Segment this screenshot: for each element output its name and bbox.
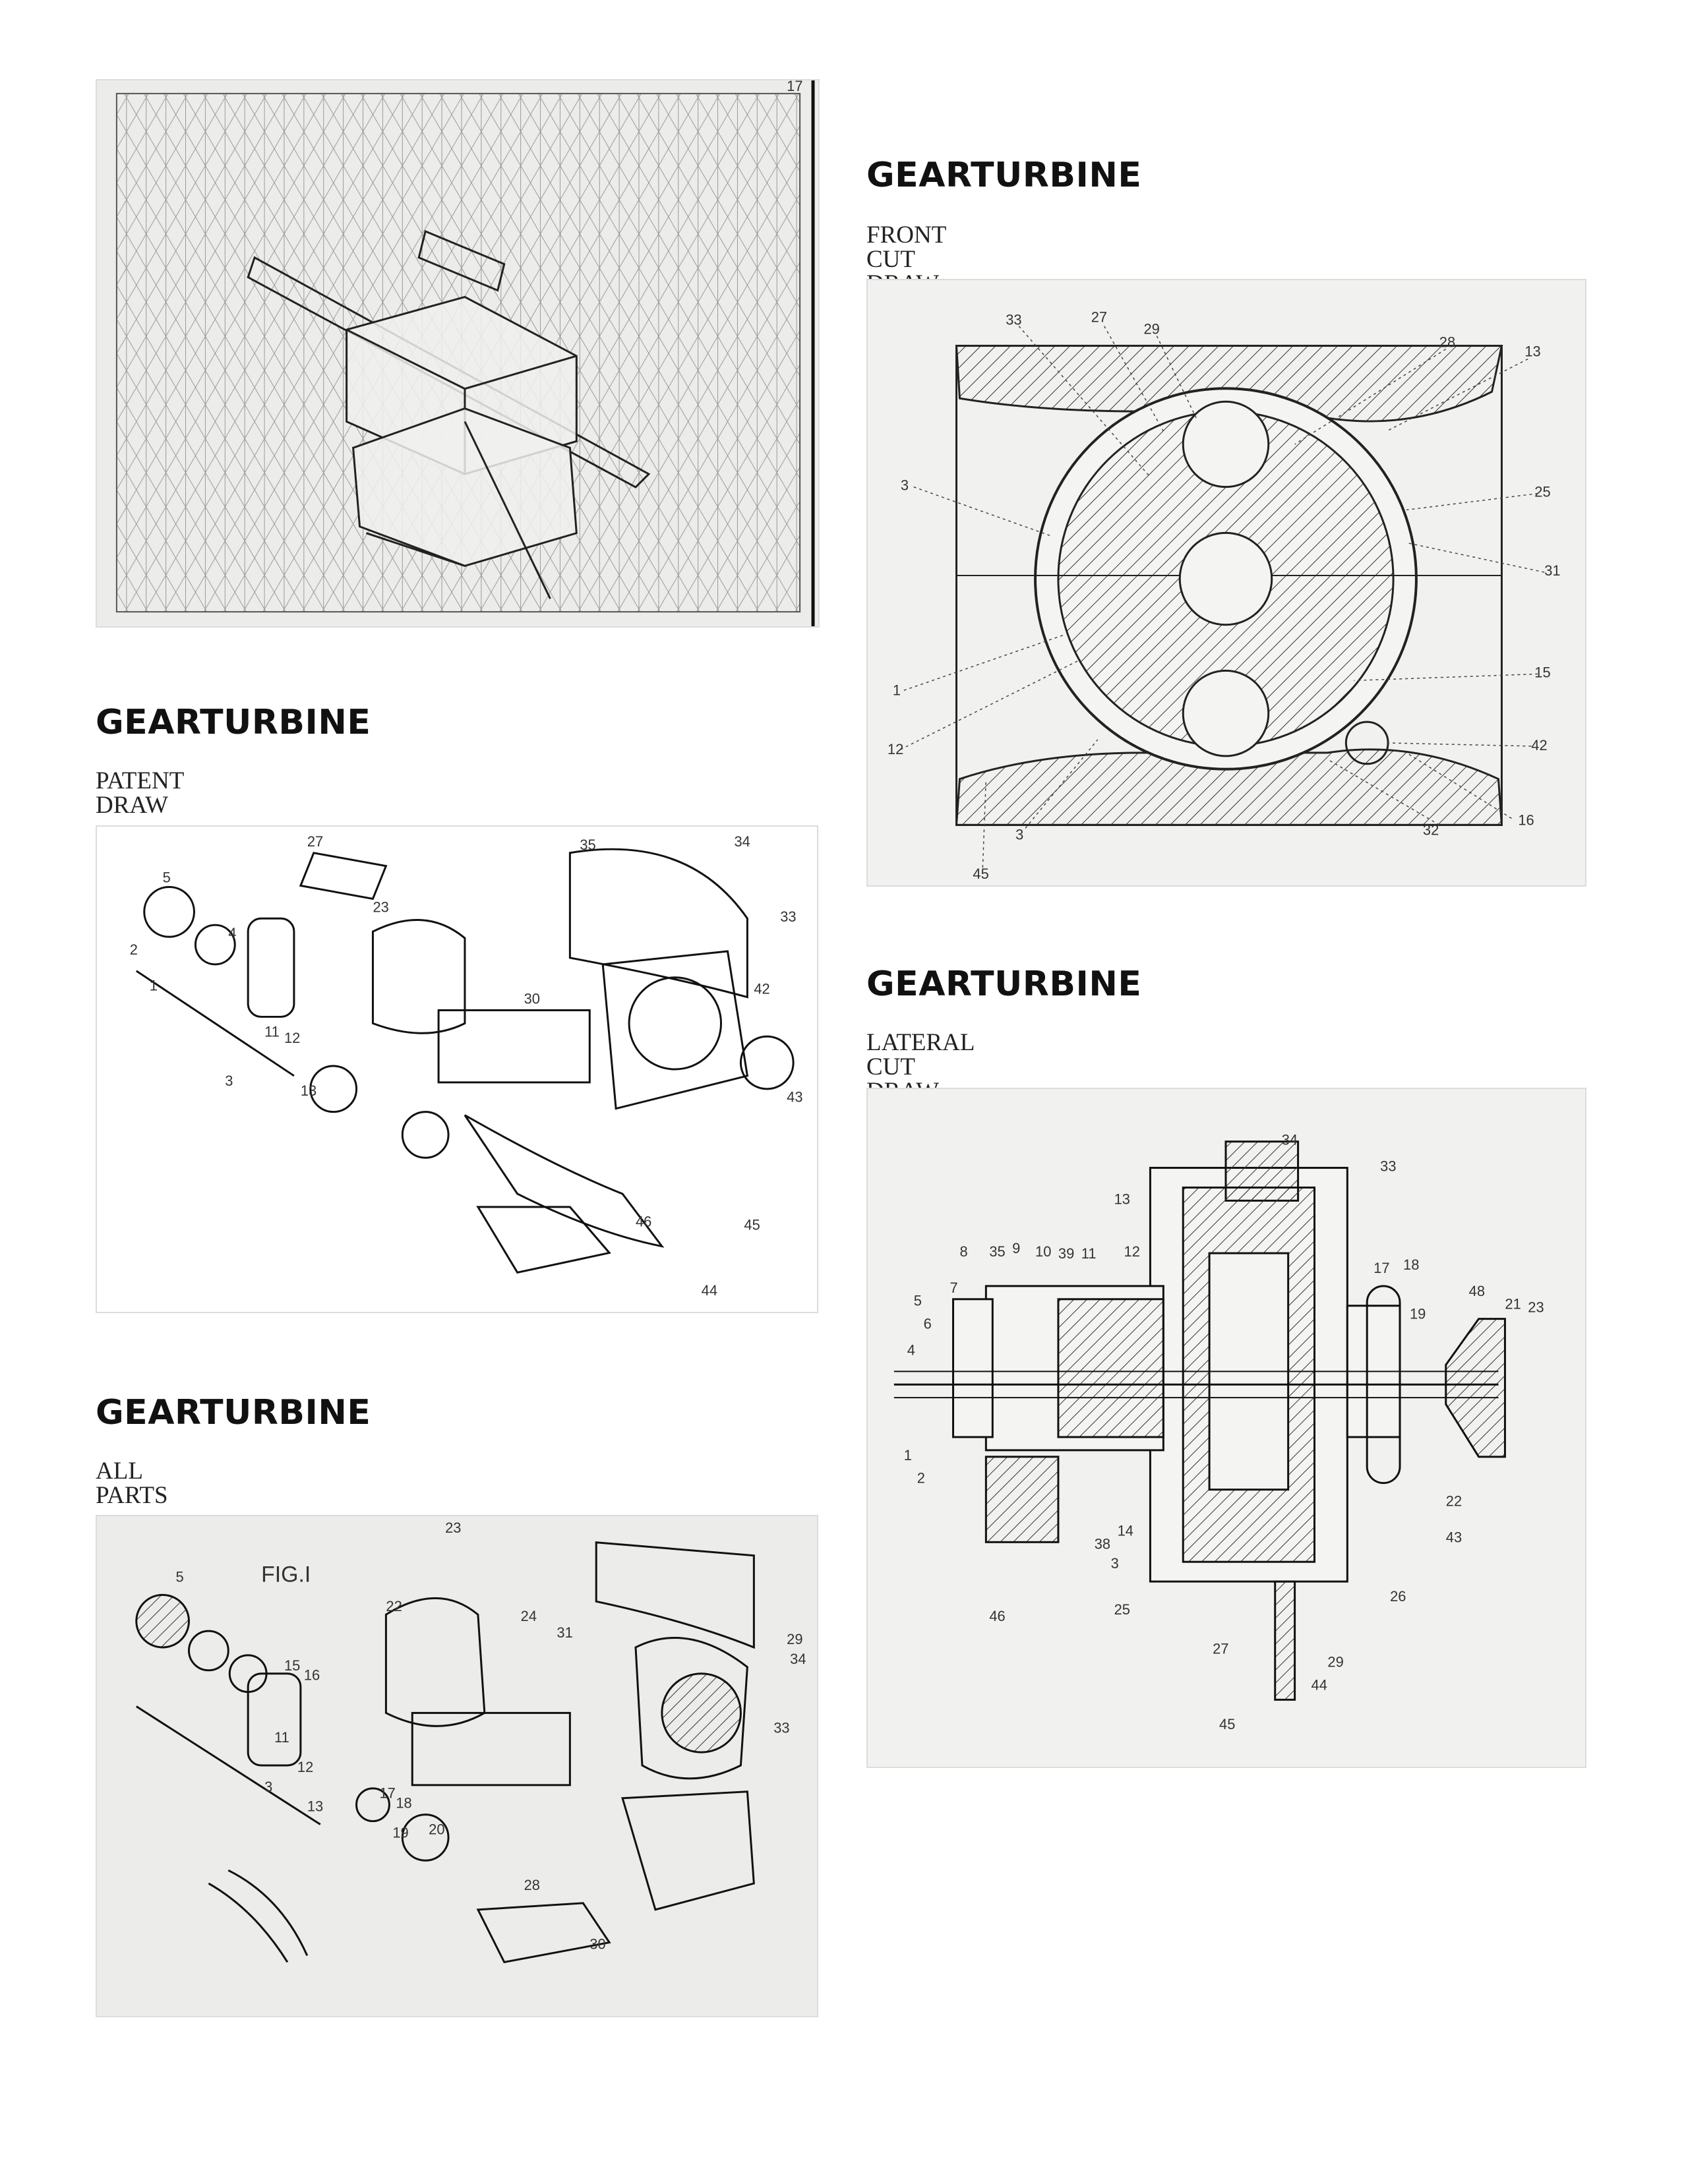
callout-number: 13 <box>1524 343 1541 360</box>
callout-number: 15 <box>1534 664 1551 681</box>
callout-number: 15 <box>284 1657 301 1674</box>
callout-number: 31 <box>1544 562 1561 579</box>
lateral-cut-subtitle: LATERAL CUT <box>866 1029 975 1080</box>
callout-number: 43 <box>1445 1529 1462 1546</box>
patent-drawing-image <box>97 827 817 1312</box>
callout-number: 42 <box>1531 736 1548 753</box>
callout-number: 29 <box>1327 1653 1344 1670</box>
callout-number: 20 <box>429 1821 445 1838</box>
callout-number: 21 <box>1505 1295 1521 1313</box>
front-cut-drawing-image <box>868 280 1585 885</box>
callout-number: 22 <box>1445 1492 1462 1510</box>
callout-number: 44 <box>701 1282 718 1299</box>
callout-number: 45 <box>744 1216 760 1233</box>
callout-number: 28 <box>1439 334 1456 351</box>
callout-number: 23 <box>1528 1299 1544 1316</box>
callout-number: 16 <box>303 1667 320 1684</box>
callout-number: 48 <box>1468 1282 1486 1299</box>
callout-number: 13 <box>1114 1191 1131 1208</box>
callout-number: 18 <box>1403 1256 1420 1273</box>
callout-number: 23 <box>445 1519 462 1536</box>
callout-number: 42 <box>754 980 770 997</box>
all-parts-subtitle: ALL PARTS <box>96 1458 168 1509</box>
callout-number: 29 <box>787 1630 803 1647</box>
all-parts-drawing <box>96 1515 818 2017</box>
isometric-drawing-image <box>97 80 818 626</box>
callout-number: 33 <box>1380 1158 1397 1175</box>
callout-number: 33 <box>780 908 797 926</box>
callout-number: 31 <box>557 1624 573 1641</box>
callout-number: 3 <box>225 1072 233 1089</box>
callout-number: 6 <box>923 1315 932 1332</box>
callout-number: 16 <box>1518 812 1534 829</box>
callout-number: 19 <box>1409 1305 1426 1322</box>
callout-number: 11 <box>264 1023 280 1040</box>
callout-number: 35 <box>989 1243 1006 1260</box>
callout-number: 9 <box>1012 1240 1021 1257</box>
callout-number: 3 <box>264 1778 273 1795</box>
callout-number: 25 <box>1534 483 1551 500</box>
callout-number: 1 <box>903 1446 912 1463</box>
front-cut-subtitle: FRONT CUT <box>866 221 946 273</box>
callout-number: 43 <box>787 1088 803 1106</box>
callout-number: 8 <box>959 1243 968 1260</box>
callout-number: 13 <box>307 1798 324 1815</box>
callout-number: 7 <box>950 1279 958 1296</box>
callout-number: 39 <box>1058 1245 1075 1262</box>
callout-number: 14 <box>1117 1522 1133 1539</box>
callout-number: 24 <box>520 1608 537 1625</box>
callout-number: 32 <box>1422 821 1439 839</box>
all-parts-title: GEARTURBINE <box>96 1393 371 1432</box>
callout-number: 30 <box>524 990 541 1007</box>
callout-number: 11 <box>1081 1245 1097 1262</box>
front-cut-drawing <box>866 279 1586 887</box>
callout-number: 3 <box>1015 826 1024 843</box>
callout-number: 29 <box>1143 320 1160 338</box>
callout-number: 2 <box>129 941 138 958</box>
lateral-cut-drawing <box>866 1088 1586 1768</box>
callout-number: 25 <box>1114 1601 1131 1618</box>
callout-number: 11 <box>274 1729 289 1746</box>
callout-number: 4 <box>228 925 237 942</box>
callout-number: 10 <box>1035 1243 1052 1260</box>
callout-number: 22 <box>386 1598 402 1615</box>
callout-number: 5 <box>913 1292 922 1309</box>
page-number: 17 <box>787 80 803 94</box>
callout-number: 27 <box>1091 309 1108 326</box>
callout-number: 2 <box>917 1469 925 1487</box>
callout-number: 1 <box>892 682 901 699</box>
patent-title: GEARTURBINE <box>96 703 371 742</box>
callout-number: 17 <box>1373 1259 1390 1276</box>
callout-number: 34 <box>790 1650 806 1667</box>
callout-number: 34 <box>1281 1131 1298 1148</box>
callout-number: 27 <box>1213 1640 1229 1657</box>
callout-number: 46 <box>636 1213 652 1230</box>
callout-number: 23 <box>373 899 389 916</box>
callout-number: 12 <box>284 1030 301 1047</box>
callout-number: 12 <box>1124 1243 1140 1260</box>
patent-drawing <box>96 825 818 1313</box>
callout-number: 26 <box>1390 1587 1406 1605</box>
callout-number: 3 <box>1110 1555 1119 1572</box>
callout-number: 17 <box>379 1785 396 1802</box>
callout-number: 13 <box>300 1082 317 1099</box>
callout-number: 4 <box>907 1342 915 1359</box>
callout-number: 45 <box>973 866 989 883</box>
callout-number: 3 <box>900 477 909 494</box>
callout-number: 46 <box>989 1607 1006 1624</box>
callout-number: 5 <box>175 1568 184 1585</box>
callout-number: 5 <box>162 869 171 886</box>
callout-number: 38 <box>1094 1535 1111 1552</box>
callout-number: 19 <box>392 1824 409 1841</box>
lateral-cut-drawing-image <box>868 1089 1585 1767</box>
patent-subtitle: PATENT DRAW <box>96 767 184 819</box>
callout-number: 35 <box>580 836 596 853</box>
callout-number: 1 <box>149 977 158 994</box>
callout-number: 28 <box>524 1877 541 1894</box>
callout-number: 27 <box>307 833 324 850</box>
front-cut-title: GEARTURBINE <box>866 156 1142 195</box>
lateral-cut-title: GEARTURBINE <box>866 964 1142 1004</box>
all-parts-drawing-image <box>97 1516 817 2016</box>
callout-number: 33 <box>773 1719 790 1736</box>
callout-number: 45 <box>1219 1716 1236 1733</box>
callout-number: 33 <box>1006 311 1022 328</box>
callout-number: 12 <box>297 1758 314 1775</box>
isometric-grid-drawing <box>96 79 820 628</box>
callout-number: 34 <box>734 833 750 850</box>
fig-label: FIG.I <box>261 1562 311 1587</box>
callout-number: 18 <box>396 1794 412 1812</box>
callout-number: 12 <box>887 740 904 757</box>
callout-number: 44 <box>1311 1676 1327 1694</box>
callout-number: 30 <box>589 1935 606 1953</box>
